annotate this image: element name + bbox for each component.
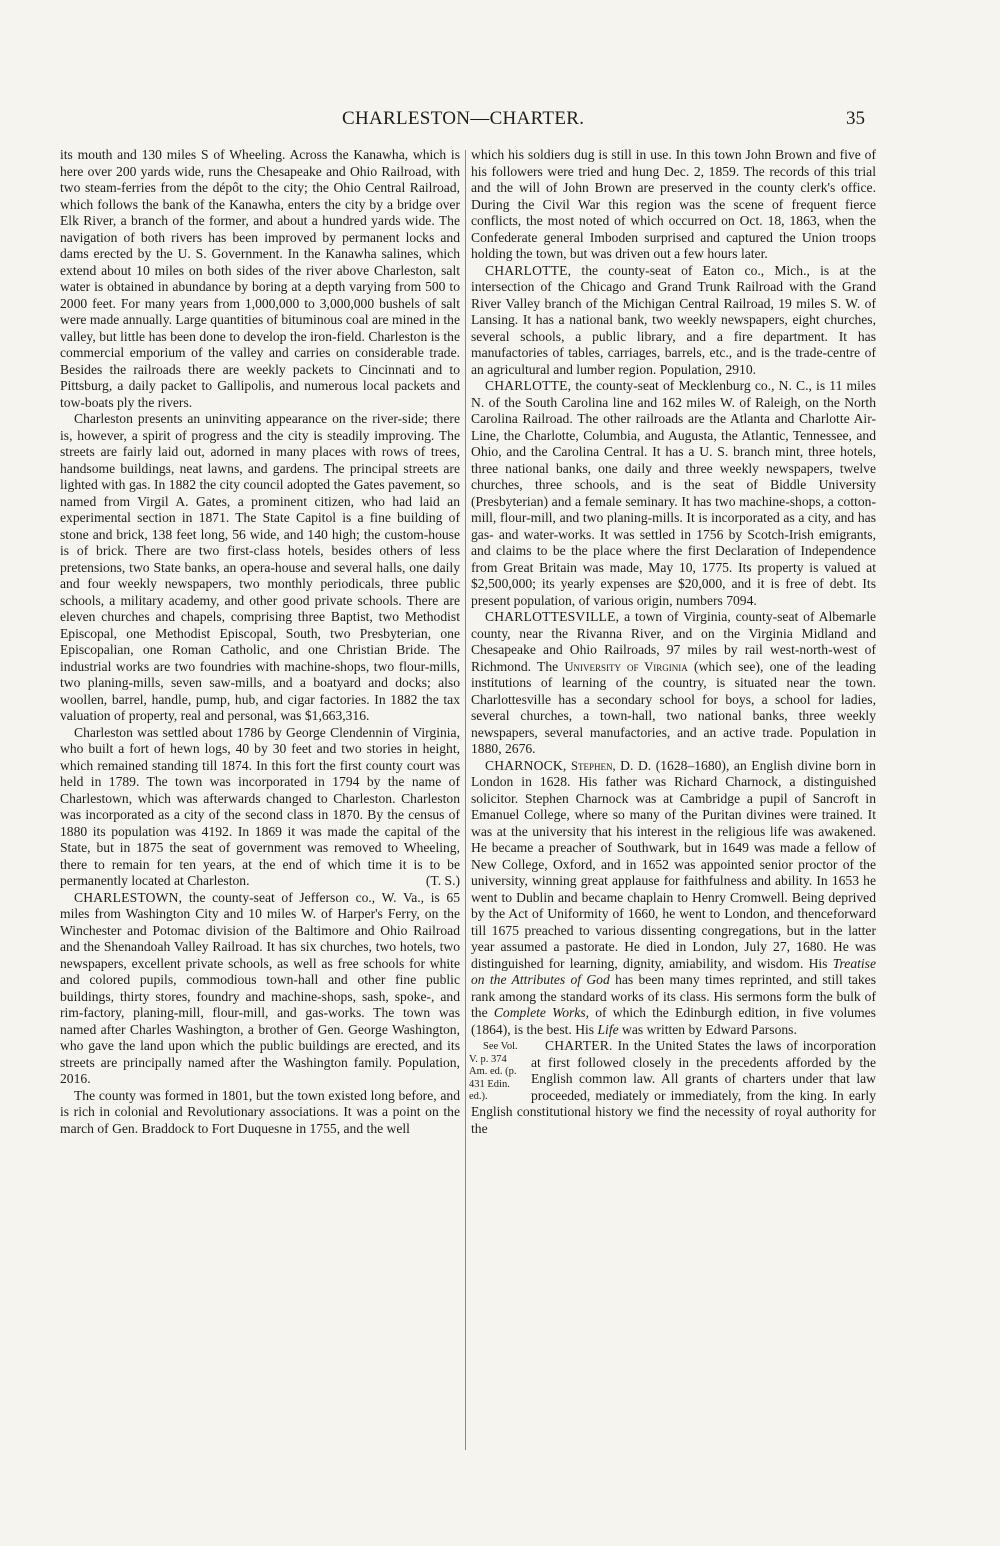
entry-text: D. D. (1628–1680), an English divine born in London in 1628. His father was Richard Charnock, a distinguished solicitor. Stephen Charnock was at Cambridge a pupil of Sancroft in Emanuel College, where so many of the Puritan divines were trained. It was at the university that his interest in the religious life was awakened. He became a preacher of Southwark, but in 1649 was made a fellow of New College, Oxford, and in 1652 was appointed senior proctor of the university, winning great applause for faithfulness and ability. In 1653 he went to Dublin and became chaplain to Henry Cromwell. Being deprived by the Act of Uniformity of 1660, he went to London, and thenceforward till 1675 preached to various dissenting congregations, but in the latter year assumed a pastorate. He died in London, July 27, 1680. He was distinguished for learning, dignity, amiability, and wisdom. His xyxy=(471,757,876,971)
entry-charnock xyxy=(471,758,876,1039)
paragraph: Charleston presents an uninviting appearance on the river-side; there is, however, a spirit of progress and the city is steadily improving. The streets are fairly laid out, adorned in many places with rows of trees, handsome buildings, neat lawns, and gardens. The principal streets are lighted with gas. In 1882 the city council adopted the Gates pavement, so named from Virgil A. Gates, a prominent citizen, who had laid an experimental section in 1871. The State Capitol is a fine building of stone and brick, 138 feet long, 56 wide, and 140 high; the custom-house is of brick. There are two first-class hotels, besides others of less pretensions, two State banks, an opera-house and several halls, one daily and four weekly newspapers, two monthly periodicals, three public schools, a military academy, and other good private schools. There are eleven churches and chapels, comprising three Baptist, two Methodist Episcopal, one Methodist Episcopal, South, two Presbyterian, one Episcopalian, one Roman Catholic, and one Christian Bride. The industrial works are two foundries with machine-shops, two flour-mills, two planing-mills, seven saw-mills, and a boatyard and docks; also woollen, barrel, handle, pump, hub, and cigar factories. In 1882 the tax valuation of property, real and personal, was $1,663,316. xyxy=(60,411,460,723)
entry-text: of which the Edinburgh edition, in five volumes (1864), is the best. His xyxy=(471,1005,876,1037)
page-title: CHARLESTON—CHARTER. xyxy=(342,108,585,129)
work-title: Complete Works, xyxy=(493,1005,590,1020)
entry-text: In the United States the laws of incorporation at first followed closely in the precedents afforded by the English common law. All grants of charters under that law proceeded, mediately or immediately, from the king. In early English constitutional history we find the necessity of royal authority for the xyxy=(471,1038,876,1136)
entry-headword: CHARLESTOWN, xyxy=(74,889,183,905)
work-title: Life xyxy=(597,1021,619,1037)
entry-text: the county-seat of Eaton co., Mich., is at the intersection of the Chicago and Grand Trunk Railroad with the Grand River Valley branch of the Michigan Central Railroad, 19 miles S. W. of Lansing. It has a national bank, two weekly newspapers, eight churches, several schools, a public library, and a fire department. It has manufactories of tables, carriages, barrels, etc., and is the trade-centre of an agricultural and lumber region. Population, 2910. xyxy=(471,262,876,377)
paragraph: which his soldiers dug is still in use. In this town John Brown and five of his followers were tried and hung Dec. 2, 1859. The records of this trial and the will of John Brown are preserved in the county clerk's office. During the Civil War this region was the scene of frequent fierce conflicts, the most noted of which occurred on Oct. 18, 1863, when the Confederate general Imboden surprised and captured the Union troops holding the town, but was driven out a few hours later. xyxy=(471,147,876,261)
entry-text: the county-seat of Mecklenburg co., N. C., is 11 miles N. of the South Carolina line and 162 miles W. of Raleigh, on the North Carolina Railroad. The other railroads are the Atlanta and Charlotte Air-Line, the Charlotte, Columbia, and Augusta, the Atlantic, Tennessee, and Ohio, and the Carolina Central. It has a U. S. branch mint, three hotels, three national banks, one daily and three weekly newspapers, twelve churches, three schools, and is the seat of Biddle University (Presbyterian) and a female seminary. It has two machine-shops, a cotton-mill, flour-mill, and two planing-mills. It is incorporated as a city, and has gas- and water-works. It was settled in 1756 by Scotch-Irish emigrants, and claims to be the place where the first Declaration of Independence from Great Britain was made, May 10, 1775. Its property is valued at $2,500,000; its yearly expenses are $20,000, and it is free of debt. Its present population, of various origin, numbers 7094. xyxy=(471,378,876,608)
entry-headword: CHARLOTTE, xyxy=(485,262,572,278)
paragraph: The county was formed in 1801, but the town existed long before, and is rich in colonial and Revolutionary associations. It was a point on the march of Gen. Braddock to Fort Duquesne in 1755, and the well xyxy=(60,1087,460,1136)
entry-text: was written by Edward Parsons. xyxy=(618,1021,797,1037)
paragraph xyxy=(60,725,460,890)
running-head xyxy=(0,108,1000,138)
right-column xyxy=(471,147,876,1137)
entry-text: a town of Virginia, county-seat of Albemarle county, near the Rivanna River, and on the Virginia Midland and Chesapeake and Ohio Railroads, 97 miles by rail west-north-west of Richmond. The xyxy=(471,609,876,674)
entry-text: has been many times reprinted, and still takes rank among the standard works of its class. His sermons form the bulk of the xyxy=(471,972,877,1020)
margin-note: See Vol. V. p. 374 Am. ed. (p. 431 Edin. ed.). xyxy=(469,1041,518,1102)
entry-headword: CHARLOTTE, xyxy=(485,378,572,393)
entry-headword: CHARTER. xyxy=(545,1038,613,1053)
entry-charlestown xyxy=(60,890,460,1088)
paragraph: its mouth and 130 miles S of Wheeling. Across the Kanawha, which is here over 200 yards wide, runs the Chesapeake and Ohio Railroad, with two steam-ferries from the dépôt to the city; the Ohio Central Railroad, which follows the bank of the Kanawha, enters the city by a bridge over Elk River, a branch of the former, and about a hundred yards wide. The navigation of both rivers has been improved by permanent locks and dams erected by the U. S. Government. In the Kanawha salines, which extend about 10 miles on both sides of the river above Charleston, salt water is obtained in abundance by boring at a depth varying from 500 to 2000 feet. For many years from 1,000,000 to 3,000,000 bushels of salt were made annually. Large quantities of bituminous coal are mined in the valley, but little has been done to develop the iron-field. Charleston is the commercial emporium of the valley and carries on considerable trade. Besides the railroads there are weekly packets to Cincinnati and to Pittsburg, a daily packet to Gallipolis, and numerous local packets and tow-boats ply the rivers. xyxy=(60,147,460,410)
cross-reference: University of Virginia xyxy=(564,659,688,674)
left-column xyxy=(60,147,460,1137)
entry-charlotte-mich xyxy=(471,263,876,379)
column-divider xyxy=(465,150,466,1450)
entry-headword: CHARNOCK, xyxy=(485,757,567,773)
page-number: 35 xyxy=(846,108,865,129)
entry-headword: CHARLOTTESVILLE, xyxy=(485,609,620,624)
entry-charter xyxy=(471,1038,876,1137)
entry-charlotte-nc xyxy=(471,378,876,609)
work-title: Treatise on the Attributes of God xyxy=(471,955,876,987)
entry-text: the county-seat of Jefferson co., W. Va., is 65 miles from Washington City and 10 miles W. of Harper's Ferry, on the Winchester and Potomac division of the Baltimore and Ohio Railroad and the Shenandoah Valley Railroad. It has six churches, two hotels, two newspapers, excellent private schools, as well as free schools for white and colored pupils, commodious town-hall and other fine public buildings, thirty stores, foundry and machine-shops, sash, spoke-, and rim-factory, planing-mill, flour-mill, and gas-works. The town was named after Charles Washington, a brother of Gen. George Washington, who gave the land upon which the public buildings are erected, and its streets are principally named after the Washington family. Population, 2016. xyxy=(60,889,460,1086)
paragraph-text: Charleston was settled about 1786 by George Clendennin of Virginia, who built a fort of hewn logs, 40 by 30 feet and two stories in height, which remained standing till 1874. In this fort the first county court was held in 1789. The town was incorporated in 1794 by the name of Charlestown, which was afterwards changed to Charleston. Charleston was incorporated as a city of the second class in 1870. By the census of 1880 its population was 4192. In 1869 it was made the capital of the State, but in 1875 the seat of government was removed to Wheeling, there to remain for ten years, at the end of which time it is to be permanently located at Charleston. xyxy=(60,724,460,888)
entry-charlottesville xyxy=(471,609,876,758)
author-initials: (T. S.) xyxy=(425,873,460,888)
entry-forename: Stephen, xyxy=(571,758,616,773)
entry-text: (which see), one of the leading institutions of learning of the country, is situated near the town. Charlottesville has a secondary school for boys, a school for ladies, several churches, a town-hall, two national banks, three weekly newspapers, several manufactories, and an active trade. Population in 1880, 2676. xyxy=(471,658,876,756)
